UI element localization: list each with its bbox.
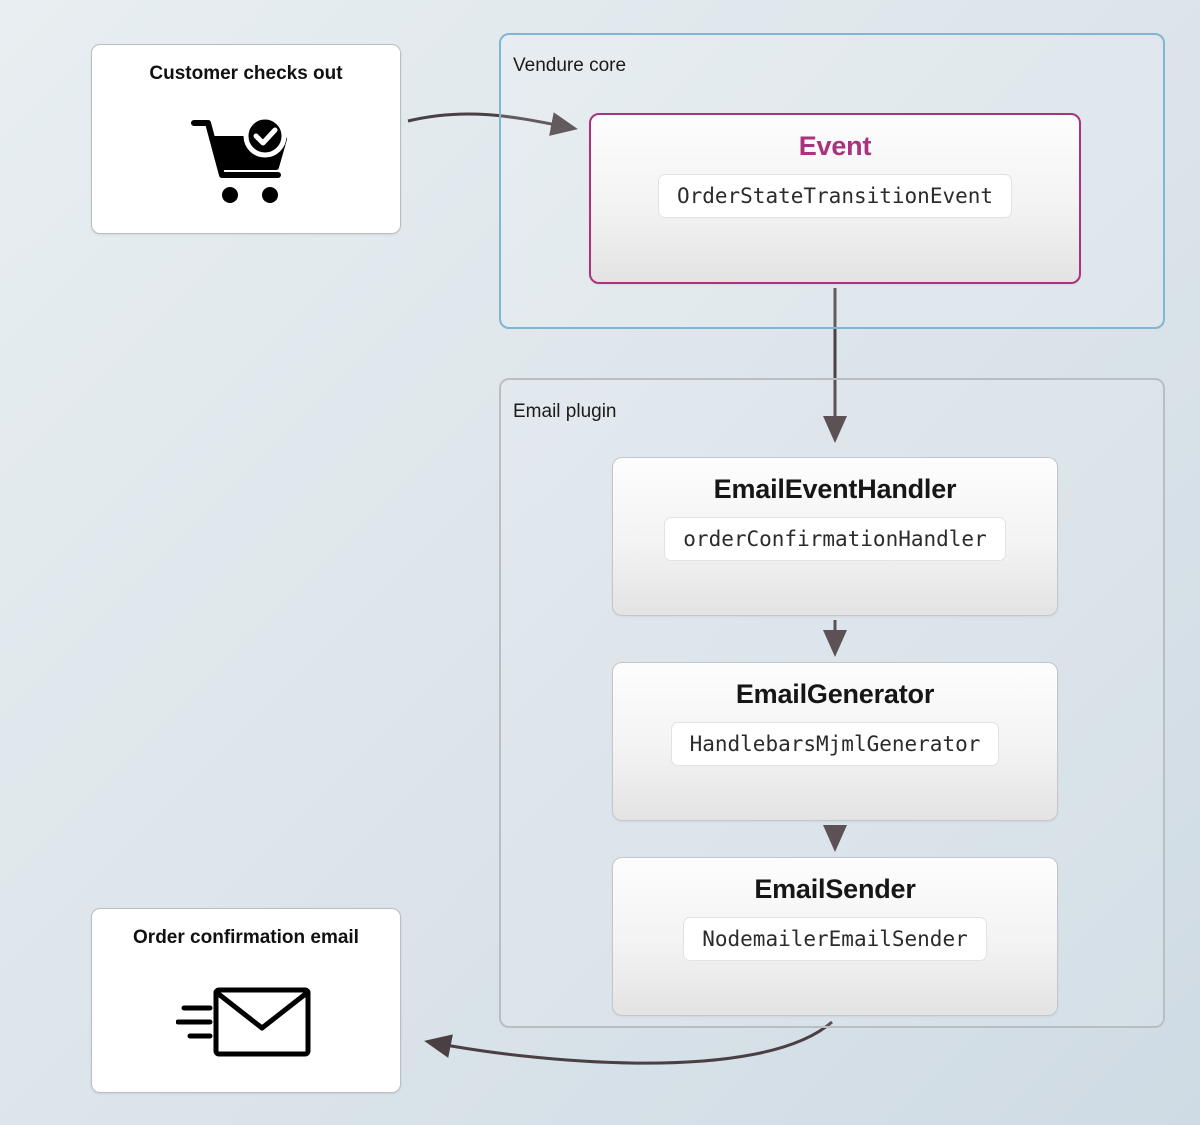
shopping-cart-check-icon [92,85,400,233]
node-email-generator-chip: HandlebarsMjmlGenerator [671,722,1000,766]
card-customer-checks-out-title: Customer checks out [149,63,343,84]
node-event [589,113,1081,284]
node-email-generator-title: EmailGenerator [735,679,935,709]
node-email-generator [612,662,1058,821]
node-email-event-handler-chip: orderConfirmationHandler [664,517,1005,561]
node-email-sender-title: EmailSender [754,874,916,904]
card-order-confirmation-email [91,908,401,1093]
node-event-title: Event [798,131,872,161]
arrow-sender-to-email [430,1022,832,1063]
group-email-plugin-label: Email plugin [513,401,617,422]
envelope-icon [92,949,400,1092]
group-vendure-core-label: Vendure core [513,55,627,76]
node-email-sender [612,857,1058,1016]
card-customer-checks-out [91,44,401,234]
node-event-chip: OrderStateTransitionEvent [658,174,1012,218]
node-email-event-handler [612,457,1058,616]
node-email-sender-chip: NodemailerEmailSender [683,917,987,961]
node-email-event-handler-title: EmailEventHandler [713,474,957,504]
card-order-confirmation-email-title: Order confirmation email [133,927,359,948]
